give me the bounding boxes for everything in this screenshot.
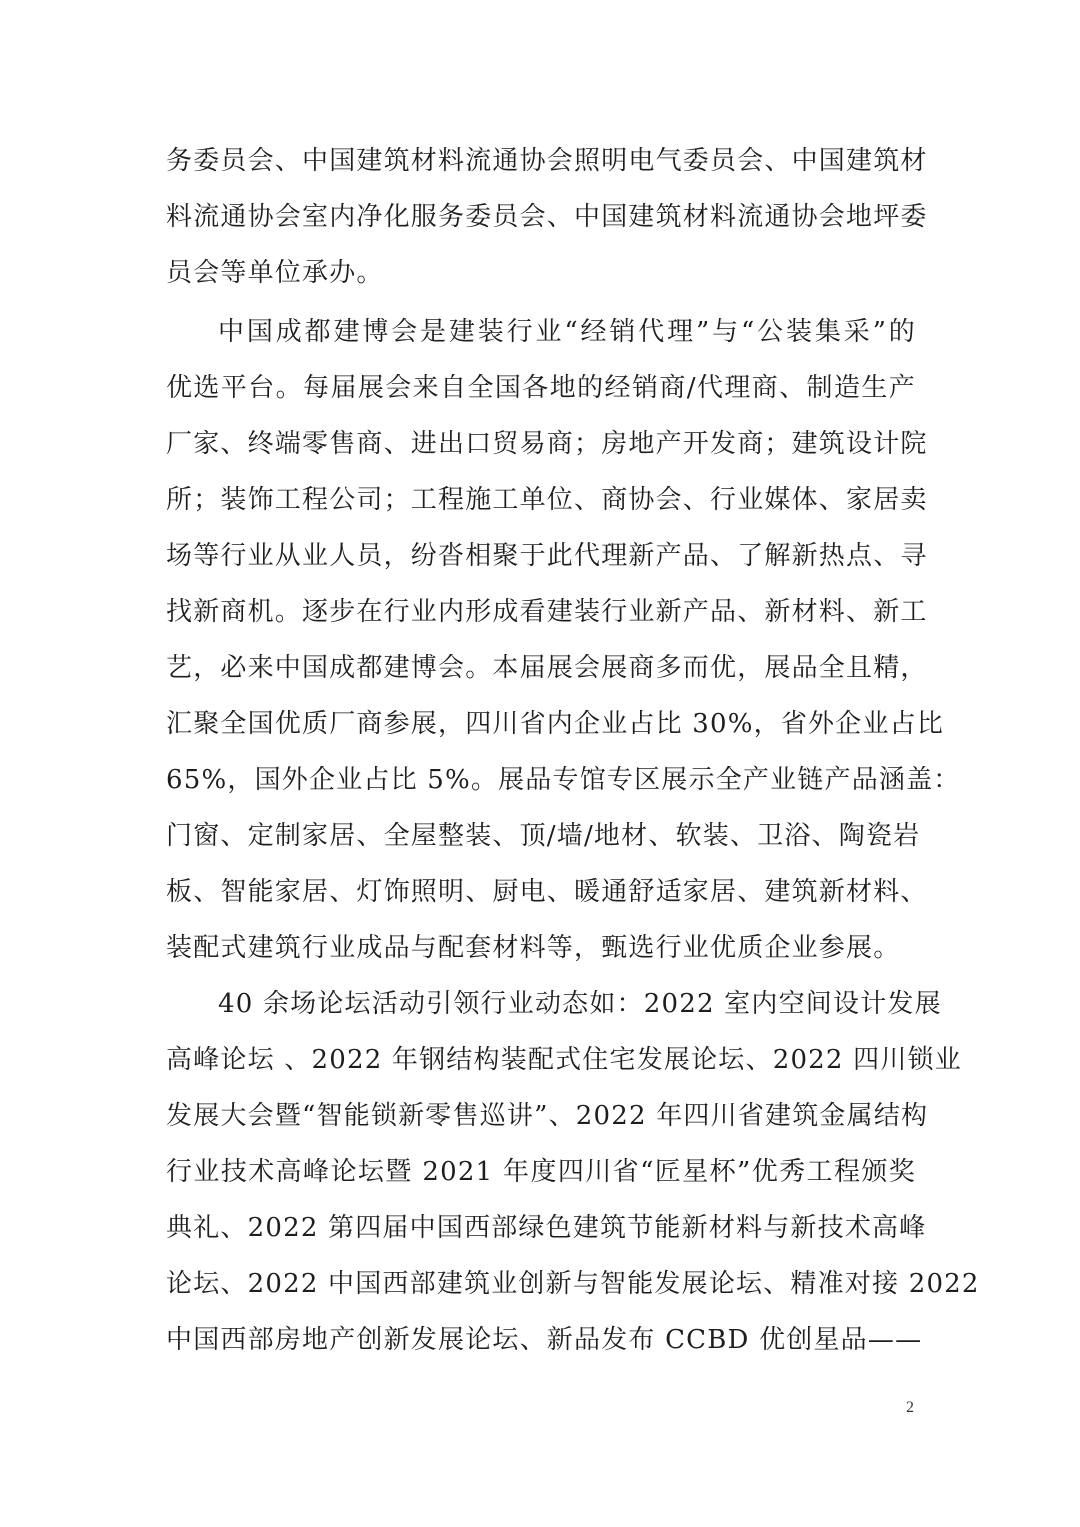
body-text-line: 论坛、2022 中国西部建筑业创新与智能发展论坛、精准对接 2022 bbox=[166, 1269, 980, 1299]
body-text-line: 装配式建筑行业成品与配套材料等，甄选行业优质企业参展。 bbox=[166, 933, 901, 963]
body-text-line: 厂家、终端零售商、进出口贸易商；房地产开发商；建筑设计院 bbox=[166, 429, 928, 459]
paragraph-first-line: 中国成都建博会是建装行业“经销代理”与“公装集采”的 bbox=[218, 317, 916, 347]
body-text-line: 所；装饰工程公司；工程施工单位、商协会、行业媒体、家居卖 bbox=[166, 485, 928, 515]
page-number: 2 bbox=[906, 1399, 914, 1416]
body-text-line: 汇聚全国优质厂商参展，四川省内企业占比 30%，省外企业占比 bbox=[166, 709, 945, 739]
body-text-line: 行业技术高峰论坛暨 2021 年度四川省“匠星杯”优秀工程颁奖 bbox=[166, 1157, 916, 1187]
body-text-line: 板、智能家居、灯饰照明、厨电、暖通舒适家居、建筑新材料、 bbox=[166, 877, 928, 907]
body-text-line: 中国西部房地产创新发展论坛、新品发布 CCBD 优创星品—— bbox=[166, 1325, 923, 1355]
body-text-line: 料流通协会室内净化服务委员会、中国建筑材料流通协会地坪委 bbox=[166, 202, 928, 232]
body-text-line: 典礼、2022 第四届中国西部绿色建筑节能新材料与新技术高峰 bbox=[166, 1213, 927, 1243]
body-text-line: 务委员会、中国建筑材料流通协会照明电气委员会、中国建筑材 bbox=[166, 146, 928, 176]
body-text-line: 门窗、定制家居、全屋整装、顶/墙/地材、软装、卫浴、陶瓷岩 bbox=[166, 821, 921, 851]
body-text-line: 高峰论坛 、2022 年钢结构装配式住宅发展论坛、2022 四川锁业 bbox=[166, 1045, 962, 1075]
body-text-line: 找新商机。逐步在行业内形成看建装行业新产品、新材料、新工 bbox=[166, 597, 928, 627]
body-text-line: 员会等单位承办。 bbox=[166, 258, 384, 288]
paragraph-first-line: 40 余场论坛活动引领行业动态如：2022 室内空间设计发展 bbox=[218, 989, 942, 1019]
body-text-line: 艺，必来中国成都建博会。本届展会展商多而优，展品全且精， bbox=[166, 653, 928, 683]
body-text-line: 发展大会暨“智能锁新零售巡讲”、2022 年四川省建筑金属结构 bbox=[166, 1101, 929, 1131]
body-text-line: 65%，国外企业占比 5%。展品专馆专区展示全产业链产品涵盖： bbox=[166, 765, 961, 795]
body-text-line: 优选平台。每届展会来自全国各地的经销商/代理商、制造生产 bbox=[166, 373, 916, 403]
body-text-line: 场等行业从业人员，纷沓相聚于此代理新产品、了解新热点、寻 bbox=[166, 541, 928, 571]
